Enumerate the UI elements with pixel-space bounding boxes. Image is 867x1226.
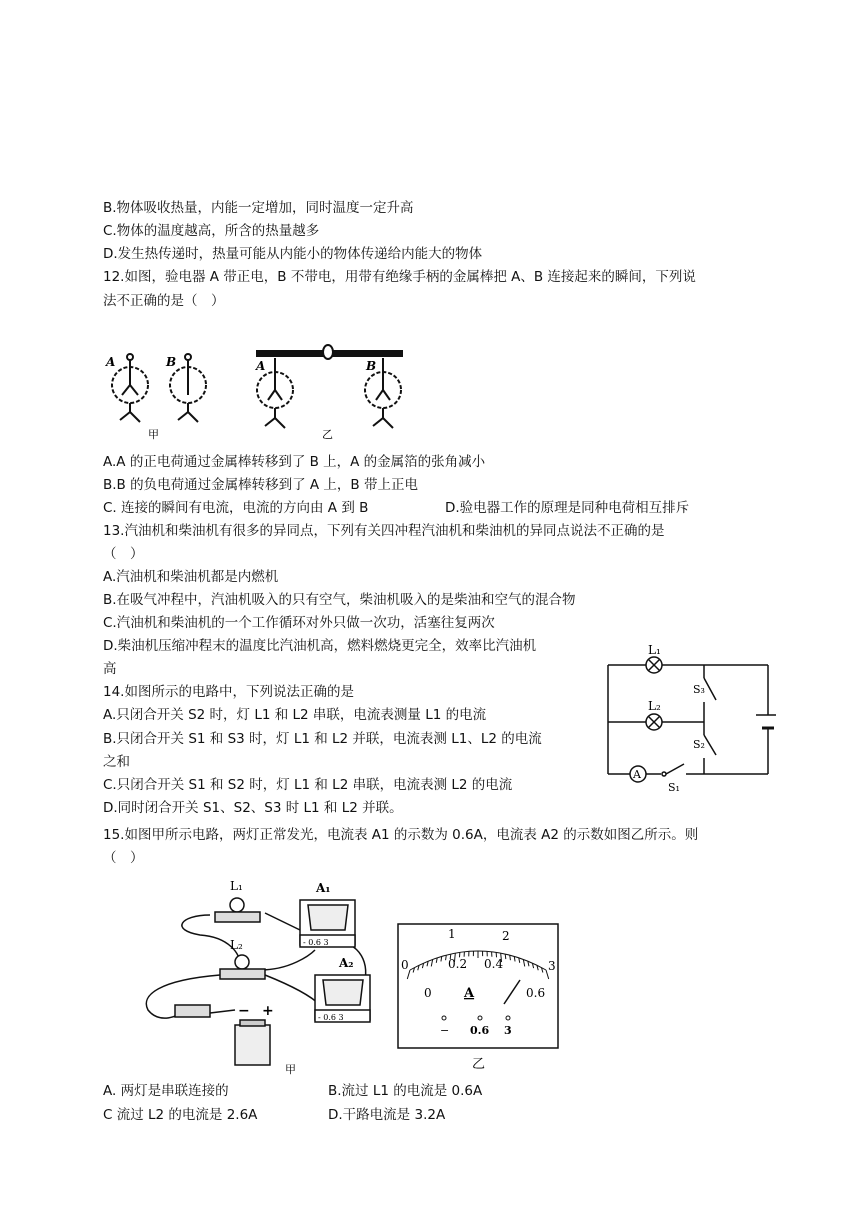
dial-tick xyxy=(505,954,506,959)
switch-s1-label: S₁ xyxy=(668,781,680,794)
dial-term-06: 0.6 xyxy=(470,1024,490,1037)
dial-term-3: 3 xyxy=(504,1024,512,1037)
label-b: B xyxy=(166,355,177,369)
question-14: 14.如图所示的电路中，下列说法正确的是 xyxy=(103,684,354,700)
dial-bottom-06: 0.6 xyxy=(526,986,546,1000)
dial-mid-02: 0.2 xyxy=(448,957,468,971)
q12-option-c: C. 连接的瞬间有电流，电流的方向由 A 到 B xyxy=(103,500,369,516)
dial-term-minus: − xyxy=(440,1024,450,1037)
question-12-line2: 法不正确的是（ ） xyxy=(103,293,225,309)
dial-top-2: 2 xyxy=(502,929,510,943)
dial-mid-04: 0.4 xyxy=(484,957,504,971)
q15-option-b: B.流过 L1 的电流是 0.6A xyxy=(328,1083,483,1099)
label-b2: B xyxy=(366,359,377,373)
q13-option-d: D.柴油机压缩冲程末的温度比汽油机高，燃料燃烧更完全，效率比汽油机 xyxy=(103,638,537,654)
phys-l1-label: L₁ xyxy=(230,879,243,893)
q14-option-c: C.只闭合开关 S1 和 S2 时，灯 L1 和 L2 串联，电流表测 L2 的电流 xyxy=(103,777,513,793)
question-13-line1: 13.汽油机和柴油机有很多的异同点，下列有关四冲程汽油机和柴油机的异同点说法不正确的是 xyxy=(103,523,665,539)
q14-option-b-cont: 之和 xyxy=(103,754,130,770)
q15-option-c: C 流过 L2 的电流是 2.6A xyxy=(103,1107,258,1123)
question-12-line1: 12.如图，验电器 A 带正电，B 不带电，用带有绝缘手柄的金属棒把 A、B 连接起来的瞬间，下列说 xyxy=(103,269,696,285)
battery-minus: − xyxy=(238,1003,250,1019)
caption-yi-15: 乙 xyxy=(472,1057,486,1072)
option-d-q11: D.发生热传递时，热量可能从内能小的物体传递给内能大的物体 xyxy=(103,246,483,262)
q12-option-d: D.验电器工作的原理是同种电荷相互排斥 xyxy=(445,500,690,516)
question-13-line2: （ ） xyxy=(103,546,144,562)
lamp-l2-label: L₂ xyxy=(648,699,661,713)
switch-s3-label: S₃ xyxy=(693,683,705,696)
q15-option-d: D.干路电流是 3.2A xyxy=(328,1107,446,1123)
electroscope-figure xyxy=(100,340,410,445)
a1-terminals: - 0.6 3 xyxy=(303,938,329,947)
phys-a2-label: A₂ xyxy=(339,956,354,970)
question-15-line1: 15.如图甲所示电路，两灯正常发光，电流表 A1 的示数为 0.6A，电流表 A2 的示数如图乙所示。则 xyxy=(103,827,699,843)
q14-option-b: B.只闭合开关 S1 和 S3 时，灯 L1 和 L2 并联，电流表测 L1、L2 的电流 xyxy=(103,731,542,747)
label-a: A xyxy=(106,355,116,369)
battery-plus: + xyxy=(262,1003,274,1019)
dial-tick xyxy=(446,955,447,960)
lamp-l1-label: L₁ xyxy=(648,643,661,657)
caption-yi: 乙 xyxy=(322,428,333,441)
q13-option-c: C.汽油机和柴油机的一个工作循环对外只做一次功，活塞往复两次 xyxy=(103,615,495,631)
option-b-q11: B.物体吸收热量，内能一定增加，同时温度一定升高 xyxy=(103,200,414,216)
phys-a1-label: A₁ xyxy=(316,881,331,895)
q12-option-a: A.A 的正电荷通过金属棒转移到了 B 上，A 的金属箔的张角减小 xyxy=(103,454,486,470)
phys-l2-label: L₂ xyxy=(230,938,243,952)
q14-option-a: A.只闭合开关 S2 时，灯 L1 和 L2 串联，电流表测量 L1 的电流 xyxy=(103,707,487,723)
dial-top-1: 1 xyxy=(448,927,456,941)
caption-jia: 甲 xyxy=(148,428,159,441)
dial-top-0: 0 xyxy=(401,958,409,972)
caption-jia-15: 甲 xyxy=(285,1063,296,1076)
question-15-line2: （ ） xyxy=(103,850,144,866)
ammeter-dial-figure xyxy=(396,922,561,1077)
dial-unit: A xyxy=(464,986,475,1001)
q13-option-d-cont: 高 xyxy=(103,661,117,677)
q15-option-a: A. 两灯是串联连接的 xyxy=(103,1083,229,1099)
physical-circuit-figure xyxy=(140,875,380,1080)
dial-bottom-0: 0 xyxy=(424,986,432,1000)
option-c-q11: C.物体的温度越高，所含的热量越多 xyxy=(103,223,320,239)
ammeter-label: A xyxy=(633,768,641,781)
q13-option-a: A.汽油机和柴油机都是内燃机 xyxy=(103,569,279,585)
circuit-figure-q14 xyxy=(596,640,776,800)
switch-s2-label: S₂ xyxy=(693,738,705,751)
q14-option-d: D.同时闭合开关 S1、S2、S3 时 L1 和 L2 并联。 xyxy=(103,800,403,816)
q13-option-b: B.在吸气冲程中，汽油机吸入的只有空气，柴油机吸入的是柴油和空气的混合物 xyxy=(103,592,576,608)
label-a2: A xyxy=(256,359,266,373)
q12-option-b: B.B 的负电荷通过金属棒转移到了 A 上，B 带上正电 xyxy=(103,477,418,493)
dial-top-3: 3 xyxy=(548,959,556,973)
dial-tick xyxy=(510,955,511,960)
a2-terminals: - 0.6 3 xyxy=(318,1013,344,1022)
